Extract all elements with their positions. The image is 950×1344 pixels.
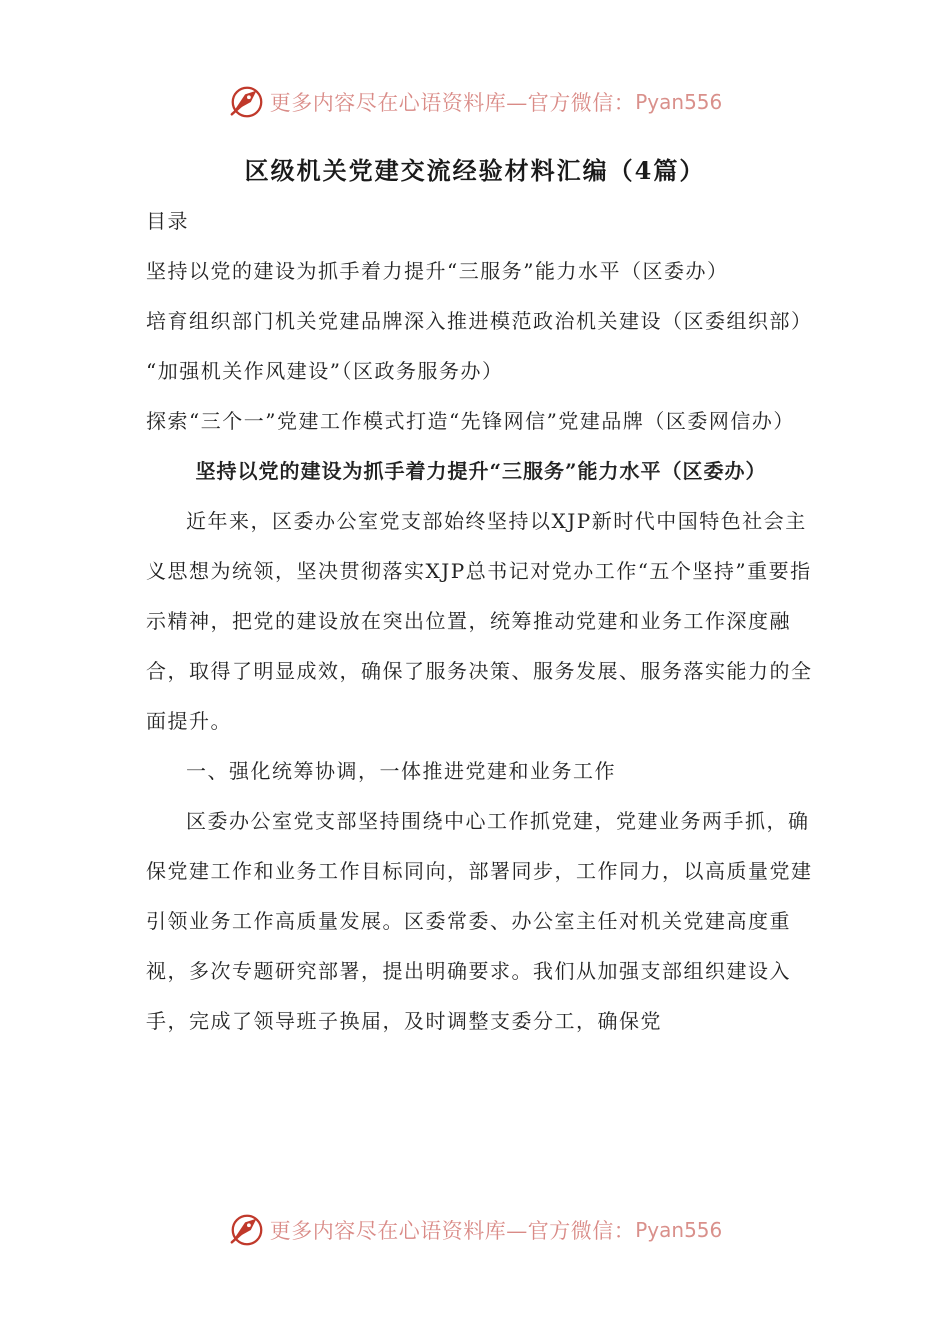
document-body [146, 196, 816, 1046]
banner-wechat-id: Pyan556 [635, 1218, 723, 1242]
toc-item: “加强机关作风建设”（区政务服务办） [146, 359, 504, 383]
header-banner [0, 80, 950, 124]
paragraph: 区委办公室党支部坚持围绕中心工作抓党建，党建业务两手抓，确保党建工作和业务工作目标同向，部署同步，工作同力，以高质量党建引领业务工作高质量发展。区委常委、办公室主任对机关党建高度重视，多次专题研究部署，提出明确要求。我们从加强支部组织建设入手，完成了领导班子换届，及时调整支委分工，确保党 [146, 809, 813, 1033]
pen-nib-logo-icon [228, 1211, 266, 1249]
banner-text: 更多内容尽在心语资料库—官方微信： [269, 1219, 636, 1243]
subheading: 一、强化统筹协调，一体推进党建和业务工作 [186, 759, 616, 783]
banner-text: 更多内容尽在心语资料库—官方微信： [269, 91, 636, 115]
toc-item: 坚持以党的建设为抓手着力提升“三服务”能力水平（区委办） [146, 259, 729, 283]
banner-wechat-id: Pyan556 [635, 90, 723, 114]
pen-nib-logo-icon [228, 83, 266, 121]
paragraph: 近年来，区委办公室党支部始终坚持以XJP新时代中国特色社会主义思想为统领，坚决贯彻落实XJP总书记对党办工作“五个坚持”重要指示精神，把党的建设放在突出位置，统筹推动党建和业务工作深度融合，取得了明显成效，确保了服务决策、服务发展、服务落实能力的全面提升。 [146, 509, 813, 733]
footer-banner [0, 1208, 950, 1252]
toc-item: 探索“三个一”党建工作模式打造“先锋网信”党建品牌（区委网信办） [146, 409, 795, 433]
section-title: 坚持以党的建设为抓手着力提升“三服务”能力水平（区委办） [195, 459, 767, 483]
toc-heading: 目录 [146, 209, 189, 233]
toc-item: 培育组织部门机关党建品牌深入推进模范政治机关建设（区委组织部） [146, 309, 813, 333]
document-title: 区级机关党建交流经验材料汇编（4篇） [244, 156, 706, 185]
